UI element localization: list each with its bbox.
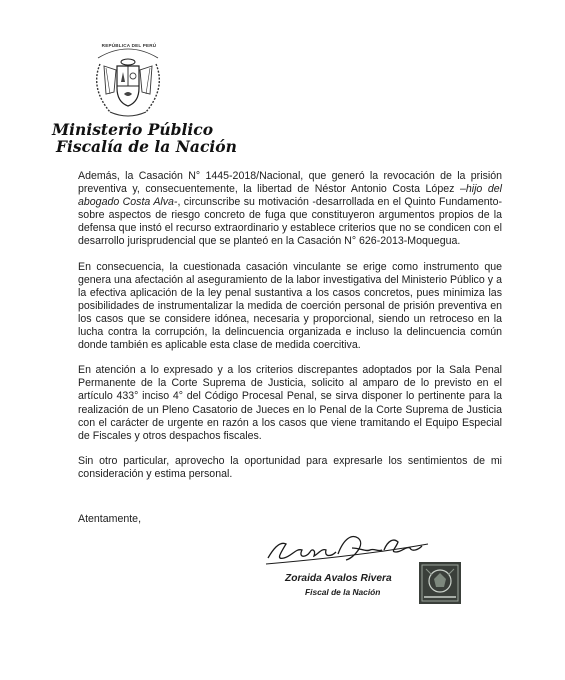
paragraph-casacion-text: Además, la Casación N° 1445-2018/Nacional, que generó la revocación de la prisión preventiva y, consecuentemente, la libertad de Néstor Antonio Costa López (78, 170, 502, 196)
crest-caption: REPÚBLICA DEL PERÚ (101, 43, 157, 48)
signatory-name: Zoraida Avalos Rivera (285, 573, 392, 584)
paragraph-despedida: Sin otro particular, aprovecho la oportunidad para expresarle los sentimientos de mi consideración y estima personal. (78, 454, 502, 480)
signatory-title: Fiscal de la Nación (305, 587, 381, 597)
institution-line-fiscalia: Fiscalía de la Nación (56, 137, 237, 156)
closing-salutation: Atentamente, (78, 513, 142, 525)
paragraph-casacion (78, 170, 502, 249)
handwritten-signature (262, 514, 432, 574)
official-seal-icon (418, 561, 462, 605)
paragraph-solicitud: En atención a lo expresado y a los criterios discrepantes adoptados por la Sala Penal Permanente de la Corte Suprema de Justicia, solicito al amparo de lo previsto en el artículo 433° inciso 4° del Código Procesal Penal, se sirva disponer lo pertinente para la realización de un Pleno Casatorio de Jueces en lo Penal de la Corte Suprema de Justicia con el carácter de urgente en razón a los casos que viene tramitando el Equipo Especial de Fiscales y otros despachos fiscales. (78, 364, 502, 442)
paragraph-consecuencia: En consecuencia, la cuestionada casación vinculante se erige como instrumento que genera una afectación al aseguramiento de la labor investigativa del Ministerio Público y a la efectiva aplicación de la ley penal sustantiva a los casos concretos, pues minimiza las posibilidades de instrumentalizar la medida de coerción personal de prisión preventiva en los casos que se considere idónea, necesaria y proporcional, siendo un retroceso en la lucha contra la corrupción, la delincuencia organizada e incluso la delincuencia común donde también es aplicable esta clase de medida coercitiva. (78, 260, 502, 352)
peru-coat-of-arms-icon (80, 36, 176, 126)
paragraph-casacion-text-end: , circunscribe su motivación -desarrollada en el Quinto Fundamento- sobre aspectos de riesgo concreto de fuga que constituyeron argumentos propios de la defensa que instó el recurso extraordinario y establece criterios que no se condicen con el desarrollo jurisprudencial que se planteó en la Casación N° 626-2013-Moquegua. (78, 196, 502, 248)
paragraph-casacion-emphasis: –hijo del abogado Costa Alva- (78, 183, 502, 209)
letter-body (78, 170, 502, 493)
institution-line-ministerio: Ministerio Público (52, 120, 214, 139)
institution-name (52, 121, 237, 155)
